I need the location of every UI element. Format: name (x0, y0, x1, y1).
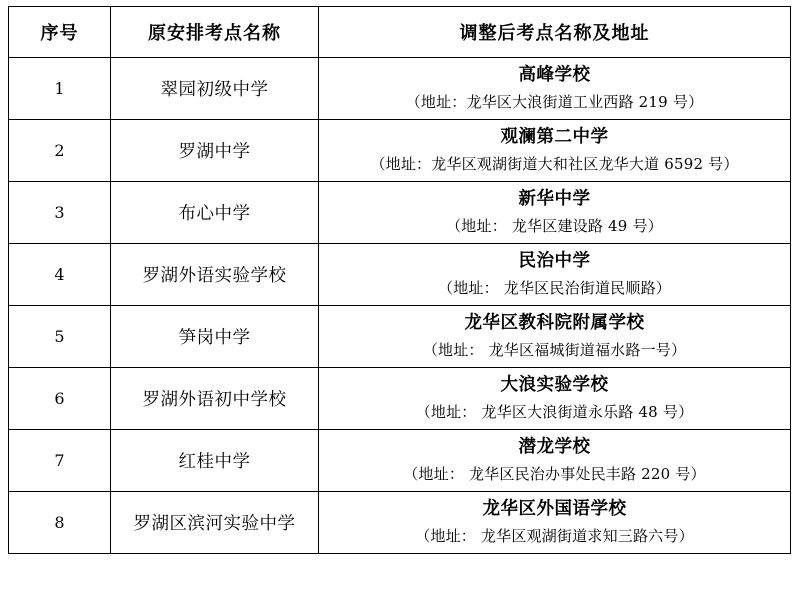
table-row (9, 182, 791, 244)
row-index: 2 (9, 120, 111, 182)
row-index: 8 (9, 492, 111, 554)
row-adjusted-site (319, 368, 791, 430)
row-adjusted-site (319, 244, 791, 306)
exam-site-adjustment-table (8, 6, 791, 554)
table-header (9, 7, 791, 58)
table-row (9, 244, 791, 306)
row-adjusted-site (319, 430, 791, 492)
row-origin-school: 笋岗中学 (111, 306, 319, 368)
row-origin-school: 罗湖外语实验学校 (111, 244, 319, 306)
adjusted-school-address: （地址： 龙华区民治街道民顺路） (438, 278, 671, 297)
adjusted-school-name: 民治中学 (518, 251, 591, 272)
row-origin-school: 布心中学 (111, 182, 319, 244)
column-header-adjusted: 调整后考点名称及地址 (319, 7, 791, 58)
adjusted-school-name: 大浪实验学校 (500, 375, 609, 396)
row-adjusted-site (319, 120, 791, 182)
adjusted-school-address: （地址： 龙华区观湖街道求知三路六号） (415, 526, 694, 545)
adjusted-school-address: （地址： 龙华区建设路 49 号） (446, 216, 663, 235)
table-body (9, 58, 791, 554)
table-row (9, 368, 791, 430)
row-origin-school: 罗湖外语初中学校 (111, 368, 319, 430)
row-adjusted-site (319, 182, 791, 244)
table-row (9, 120, 791, 182)
row-index: 3 (9, 182, 111, 244)
adjusted-school-name: 龙华区外国语学校 (482, 499, 627, 520)
adjusted-school-name: 潜龙学校 (518, 437, 591, 458)
row-adjusted-site (319, 492, 791, 554)
adjusted-school-name: 观澜第二中学 (500, 127, 609, 148)
row-adjusted-site (319, 58, 791, 120)
column-header-index: 序号 (9, 7, 111, 58)
table-row (9, 306, 791, 368)
adjusted-school-address: （地址：龙华区观湖街道大和社区龙华大道 6592 号） (370, 154, 739, 173)
row-index: 7 (9, 430, 111, 492)
adjusted-school-address: （地址：龙华区大浪街道工业西路 219 号） (405, 92, 704, 111)
table-header-row (9, 7, 791, 58)
adjusted-school-name: 新华中学 (518, 189, 591, 210)
row-index: 6 (9, 368, 111, 430)
row-origin-school: 罗湖中学 (111, 120, 319, 182)
table-row (9, 58, 791, 120)
adjusted-school-address: （地址： 龙华区福城街道福水路一号） (422, 340, 687, 359)
row-origin-school: 罗湖区滨河实验中学 (111, 492, 319, 554)
adjusted-school-name: 龙华区教科院附属学校 (464, 313, 645, 334)
row-index: 5 (9, 306, 111, 368)
table-row (9, 430, 791, 492)
row-origin-school: 红桂中学 (111, 430, 319, 492)
adjusted-school-name: 高峰学校 (518, 65, 591, 86)
column-header-origin: 原安排考点名称 (111, 7, 319, 58)
adjusted-school-address: （地址： 龙华区民治办事处民丰路 220 号） (403, 464, 706, 483)
table-row (9, 492, 791, 554)
row-index: 1 (9, 58, 111, 120)
row-adjusted-site (319, 306, 791, 368)
row-index: 4 (9, 244, 111, 306)
row-origin-school: 翠园初级中学 (111, 58, 319, 120)
adjusted-school-address: （地址： 龙华区大浪街道永乐路 48 号） (415, 402, 694, 421)
